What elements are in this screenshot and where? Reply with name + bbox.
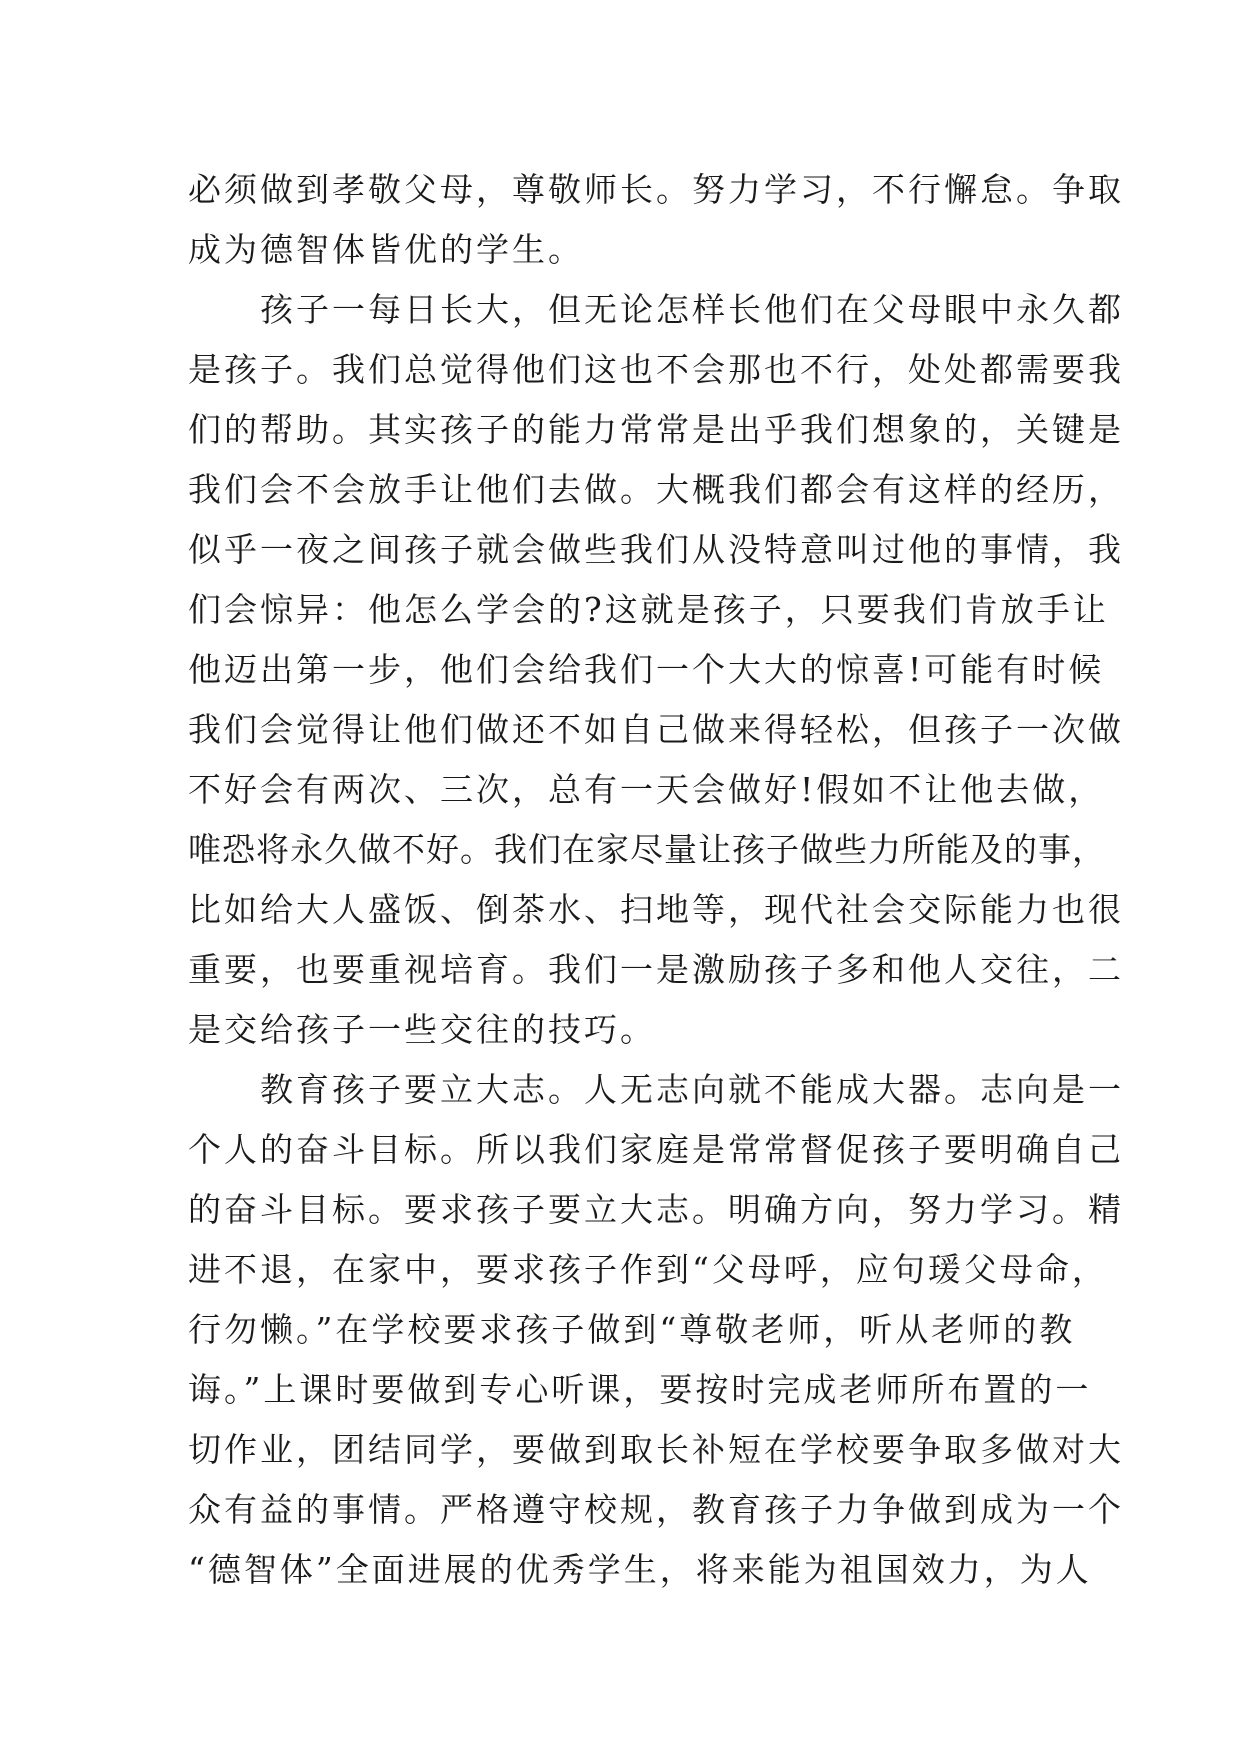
text-line-23: 众有益的事情。严格遵守校规，教育孩子力争做到成为一个 [188, 1490, 1124, 1529]
text-line-14: 重要，也要重视培育。我们一是激励孩子多和他人交往，二 [188, 950, 1124, 989]
text-line-17: 个人的奋斗目标。所以我们家庭是常常督促孩子要明确自己 [188, 1130, 1124, 1169]
text-line-6: 我们会不会放手让他们去做。大概我们都会有这样的经历， [188, 470, 1124, 509]
text-line-1: 必须做到孝敬父母，尊敬师长。努力学习，不行懈怠。争取 [188, 170, 1124, 209]
text-line-8: 们会惊异：他怎么学会的?这就是孩子，只要我们肯放手让 [188, 590, 1109, 629]
text-line-20: 行勿懒。”在学校要求孩子做到“尊敬老师，听从老师的教 [188, 1310, 1076, 1349]
text-line-18: 的奋斗目标。要求孩子要立大志。明确方向，努力学习。精 [188, 1190, 1124, 1229]
text-line-11: 不好会有两次、三次，总有一天会做好!假如不让他去做， [188, 770, 1105, 809]
text-line-22: 切作业，团结同学，要做到取长补短在学校要争取多做对大 [188, 1430, 1124, 1469]
document-body [188, 160, 1124, 1600]
text-line-19: 进不退，在家中，要求孩子作到“父母呼，应句瑗父母命， [188, 1250, 1108, 1289]
text-line-12: 唯恐将永久做不好。我们在家尽量让孩子做些力所能及的事， [188, 830, 1106, 869]
text-line-9: 他迈出第一步，他们会给我们一个大大的惊喜!可能有时候 [188, 650, 1105, 689]
text-line-2: 成为德智体皆优的学生。 [188, 230, 584, 269]
text-line-16: 教育孩子要立大志。人无志向就不能成大器。志向是一 [188, 1070, 1124, 1109]
text-line-24: “德智体”全面进展的优秀学生，将来能为祖国效力，为人 [188, 1550, 1092, 1589]
text-line-10: 我们会觉得让他们做还不如自己做来得轻松，但孩子一次做 [188, 710, 1124, 749]
text-line-5: 们的帮助。其实孩子的能力常常是出乎我们想象的，关键是 [188, 410, 1124, 449]
text-line-13: 比如给大人盛饭、倒茶水、扫地等，现代社会交际能力也很 [188, 890, 1124, 929]
text-line-21: 诲。”上课时要做到专心听课，要按时完成老师所布置的一 [188, 1370, 1092, 1409]
text-line-4: 是孩子。我们总觉得他们这也不会那也不行，处处都需要我 [188, 350, 1124, 389]
text-line-15: 是交给孩子一些交往的技巧。 [188, 1010, 656, 1049]
text-line-7: 似乎一夜之间孩子就会做些我们从没特意叫过他的事情，我 [188, 530, 1124, 569]
text-line-3: 孩子一每日长大，但无论怎样长他们在父母眼中永久都 [188, 290, 1124, 329]
